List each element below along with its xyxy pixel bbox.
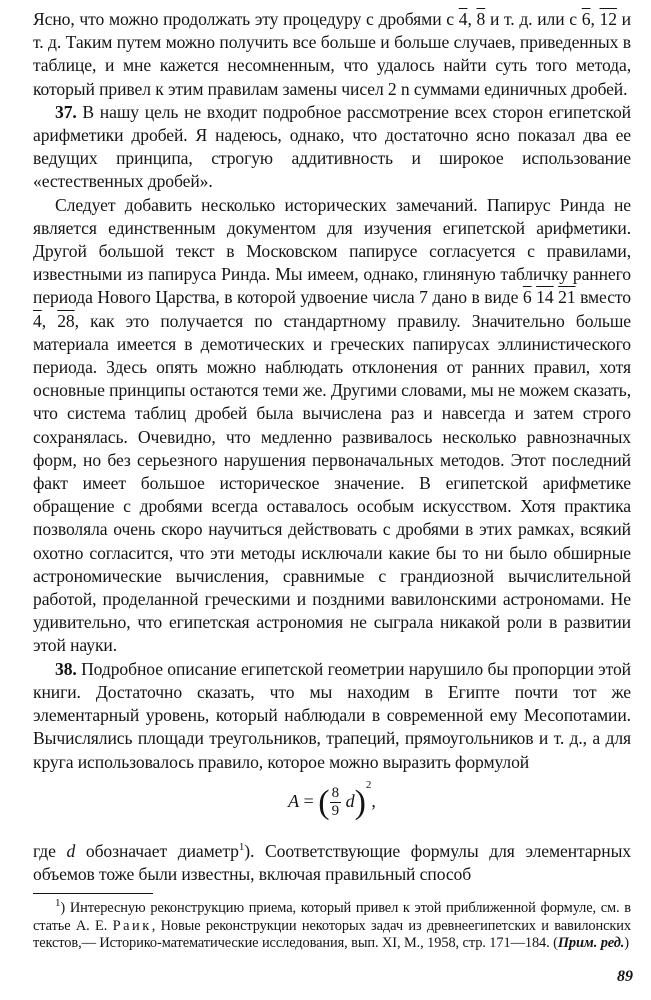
formula-numerator: 8 xyxy=(331,785,340,802)
paragraph-1 xyxy=(33,8,631,101)
section-number-37: 37. xyxy=(55,101,77,122)
text-span: ) Интересную реконструкцию приема, который привел к этой приближенной формуле, см. в статье А. Е. xyxy=(33,900,631,934)
formula-variable: d xyxy=(345,790,355,811)
fraction-21: 21 xyxy=(558,287,576,308)
text-span: обозначает диаметр xyxy=(75,840,239,861)
text-span: В нашу цель не входит подробное рассмотрение всех сторон египетской арифметики дробей. Я надеюсь, однако, что достаточно ясно показал два ее ведущих принципа, строгую аддитивность и широкое использование «естественных дробей». xyxy=(33,101,631,192)
fraction-4: 4 xyxy=(458,9,468,29)
text-span: ). Соответствующие формулы для элементарных объемов тоже были известны, включая правильный способ xyxy=(33,840,631,884)
paragraph-after-formula xyxy=(33,840,631,886)
text-span: , Новые реконструкции некоторых задач из древнеегипетских и вавилонских текстов,— Историко-математические исследования, вып. XI, М., 1958, стр. 171—184. ( xyxy=(33,917,631,952)
paragraph-history xyxy=(33,194,631,658)
text-span: Подробное описание египетской геометрии нарушило бы пропорции этой книги. Достаточно сказать, что мы находим в Египте почти тот же элементарный уровень, который наблюдали в современной ему Месопотамии. Вычислялись площади треугольников, трапеций, прямоугольников и т. д., а для круга использовалось правило, которое можно выразить формулой xyxy=(33,658,631,772)
formula-equals: = xyxy=(299,790,319,811)
text-span: и т. д. или с xyxy=(485,9,582,29)
circle-area-formula xyxy=(33,778,631,838)
formula-open-paren: ( xyxy=(318,783,330,821)
formula-lhs: A xyxy=(288,790,300,811)
text-span: где xyxy=(33,840,67,861)
footnote-ref: 1 xyxy=(238,840,245,853)
paragraph-38 xyxy=(33,658,631,774)
variable-d: d xyxy=(66,840,76,861)
formula-denominator: 9 xyxy=(331,803,340,820)
footnote xyxy=(33,897,631,953)
text-span: , xyxy=(590,9,600,29)
text-span: , xyxy=(41,310,58,331)
fraction-28: 28 xyxy=(57,310,75,331)
text-span: Следует добавить несколько исторических замечаний. Папирус Ринда не является единственным документом для изучения египетской арифметики. Другой большой текст в Московском папирусе согласуется с правилами, известными из папируса Ринда. Мы имеем, однако, глиняную табличку раннего периода Нового Царства, в которой удвоение числа 7 дано в виде xyxy=(33,194,631,308)
footnote-divider xyxy=(33,893,153,894)
formula-fraction xyxy=(330,785,342,820)
footnote-author: Раик xyxy=(112,917,152,934)
text-span: ) xyxy=(624,935,629,952)
page-number: 89 xyxy=(617,968,633,985)
fraction-4: 4 xyxy=(33,310,42,331)
text-span: и т. д. Таким путем можно получить все больше и больше случаев, приведенных в таблице, и мне кажется несомненным, что удалось найти суть того метода, который привел к этим правилам замены чисел 2 n суммами единичных дробей. xyxy=(33,9,632,99)
paragraph-37 xyxy=(33,101,631,194)
text-span: , как это получается по стандартному правилу. Значительно больше материала имеется в демотических и греческих папирусах эллинистического периода. Здесь опять можно наблюдать отклонения от ранних правил, хотя основные принципы остаются теми же. Другими словами, мы не можем сказать, что система таблиц дробей была вычислена раз и навсегда и затем строго сохранялась. Очевидно, что медленно развивалось несколько равнозначных форм, но без серьезного нарушения первоначальных методов. Этот последний факт имеет большое историческое значение. В египетской арифметике обращение с дробями всегда оставалось особым искусством. Хотя практика позволяла очень скоро научиться действовать с дробями в этих рамках, всякий охотно согласится, что эти методы исключали какие бы то ни было обширные астрономические вычисления, сравнимые с грандиозной вычислительной работой, проделанной греческими и поздними вавилонскими астрономами. Не удивительно, что египетская астрономия не сыграла никакой роли в развитии этой науки. xyxy=(33,310,631,656)
fraction-6: 6 xyxy=(581,9,591,29)
section-number-38: 38. xyxy=(55,658,77,679)
fraction-12: 12 xyxy=(599,9,617,29)
formula-close-paren: ) xyxy=(354,783,366,821)
fraction-14: 14 xyxy=(536,287,554,308)
footnote-number: 1 xyxy=(55,897,61,910)
text-span: , xyxy=(467,9,477,29)
text-span: вместо xyxy=(575,287,631,308)
text-span: Ясно, что можно продолжать эту процедуру с дробями с xyxy=(33,9,459,29)
book-page xyxy=(33,8,631,953)
fraction-8: 8 xyxy=(476,9,486,29)
fraction-6: 6 xyxy=(522,287,532,308)
formula-exponent: 2 xyxy=(365,778,372,791)
formula-comma: , xyxy=(371,790,376,811)
editor-note: Прим. ред. xyxy=(557,935,625,952)
